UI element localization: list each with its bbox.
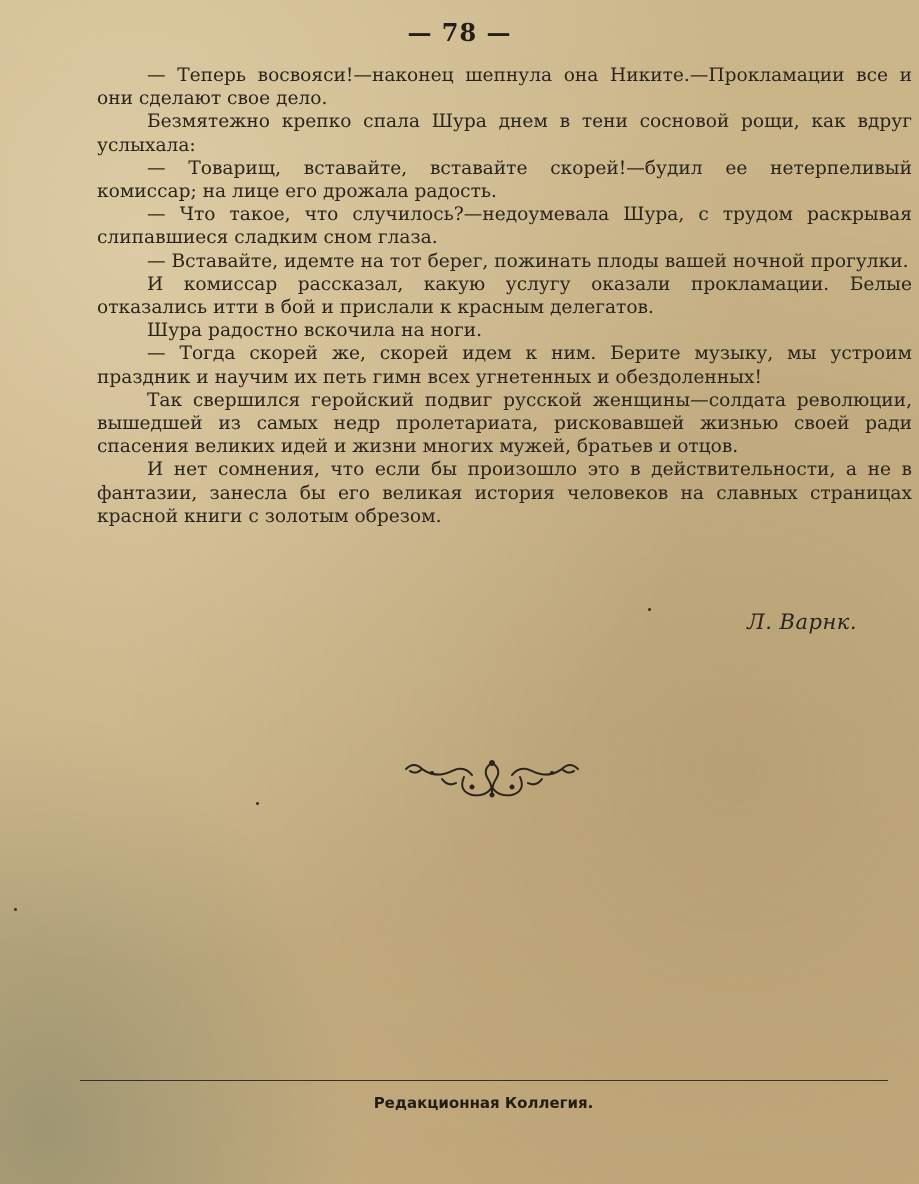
ornament-divider (402, 755, 582, 800)
paragraph: — Тогда скорей же, скорей идем к ним. Берите музыку, мы устроим праздник и научим их петь гимн всех угнетенных и обездоленных! (97, 343, 912, 388)
author-signature: Л. Варнк. (747, 610, 857, 634)
body-text (97, 64, 912, 528)
paper-speck (648, 608, 651, 611)
paragraph: Шура радостно вскочила на ноги. (147, 320, 483, 342)
paragraph: И нет сомнения, что если бы произошло это в действительности, а не в фантазии, занесла бы его великая история человеков на славных страницах красной книги с золотым обрезом. (97, 459, 912, 527)
paragraph: — Что такое, что случилось?—недоумевала Шура, с трудом раскрывая слипавшиеся сладким сном глаза. (97, 204, 912, 249)
page-number: — 78 — (407, 18, 512, 47)
paragraph: — Вставайте, идемте на тот берег, пожинать плоды вашей ночной прогулки. (147, 250, 909, 272)
paper-speck (256, 802, 259, 805)
footer-credit: Редакционная Коллегия. (373, 1094, 594, 1112)
footer-divider (80, 1080, 888, 1081)
paragraph: — Товарищ, вставайте, вставайте скорей!—будил ее нетерпеливый комиссар; на лице его дрожала радость. (97, 157, 912, 203)
paragraph: И комиссар рассказал, какую услугу оказали прокламации. Белые отказались итти в бой и прислали к красным делегатов. (97, 273, 912, 319)
paragraph: Безмятежно крепко спала Шура днем в тени сосновой рощи, как вдруг услыхала: (97, 111, 912, 156)
paragraph: Так свершился геройский подвиг русской женщины—солдата революции, вышедшей из самых недр пролетариата, рисковавшей жизнью своей ради спасения великих идей и жизни многих мужей, братьев и отцов. (97, 389, 912, 458)
paper-speck (14, 908, 17, 911)
paragraph: — Теперь восвояси!—наконец шепнула она Никите.—Прокламации все и они сделают свое дело. (97, 65, 912, 110)
